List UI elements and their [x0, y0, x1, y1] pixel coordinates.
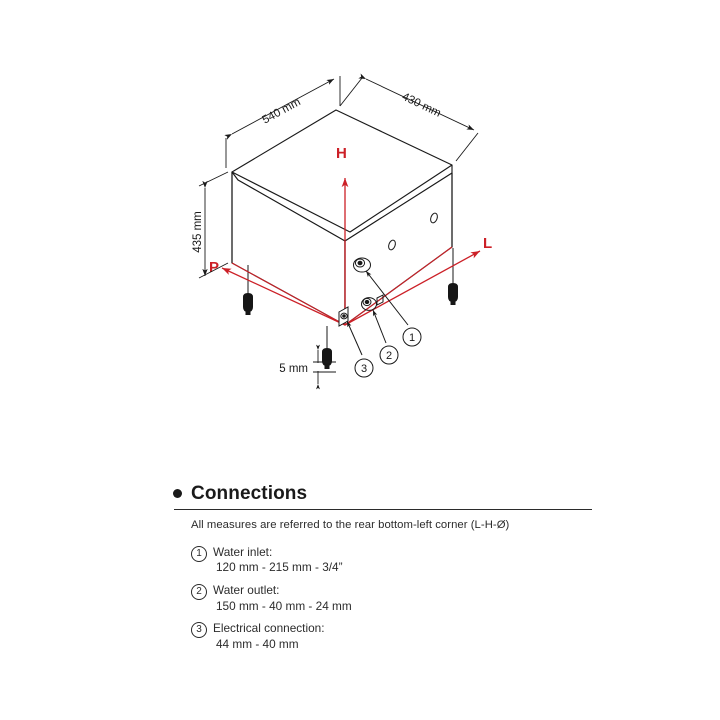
- connection-values-2: 150 mm - 40 mm - 24 mm: [216, 598, 352, 613]
- dimension-label-540: 540 mm: [260, 96, 303, 127]
- list-item: [191, 545, 592, 576]
- connection-text-1: [213, 545, 343, 576]
- connection-text-2: [213, 583, 352, 614]
- callout-label-3: 3: [360, 363, 368, 375]
- axis-label-l: L: [483, 235, 493, 252]
- cabinet-body: [232, 110, 452, 325]
- callout-number-3: 3: [191, 622, 207, 638]
- bullet-icon: [173, 489, 182, 498]
- foot-right: [448, 248, 458, 305]
- list-item: [191, 621, 592, 652]
- header-divider: [174, 509, 592, 510]
- axis-label-h: H: [336, 145, 347, 162]
- connections-list: [191, 545, 592, 652]
- section-title: Connections: [191, 483, 308, 504]
- callout-number-2: 2: [191, 584, 207, 600]
- connections-section: [172, 484, 592, 659]
- dimension-label-430: 430 mm: [399, 90, 443, 120]
- connection-name-1: Water inlet:: [213, 544, 273, 559]
- callout-bubbles: [355, 328, 421, 377]
- leader-3: [347, 321, 362, 355]
- connection-text-3: [213, 621, 324, 652]
- measures-note: All measures are referred to the rear bottom-left corner (L-H-Ø): [191, 518, 510, 531]
- connections-header: [172, 484, 592, 505]
- connection-name-2: Water outlet:: [213, 583, 280, 598]
- callout-label-2: 2: [385, 350, 393, 362]
- ext-line-430-b: [456, 133, 478, 161]
- dimension-label-5: 5 mm: [279, 363, 308, 375]
- ext-line-430-a: [340, 78, 362, 106]
- axis-label-p: P: [209, 259, 220, 276]
- callout-number-1: 1: [191, 546, 207, 562]
- dimension-label-435: 435 mm: [192, 211, 204, 253]
- leader-2: [373, 310, 386, 343]
- list-item: [191, 583, 592, 614]
- ext-line-435-a: [199, 172, 228, 186]
- connection-name-3: Electrical connection:: [213, 621, 325, 636]
- connection-values-3: 44 mm - 40 mm: [216, 636, 299, 651]
- callout-label-1: 1: [408, 332, 416, 344]
- foot-front: [322, 326, 332, 369]
- connection-values-1: 120 mm - 215 mm - 3/4”: [216, 560, 343, 575]
